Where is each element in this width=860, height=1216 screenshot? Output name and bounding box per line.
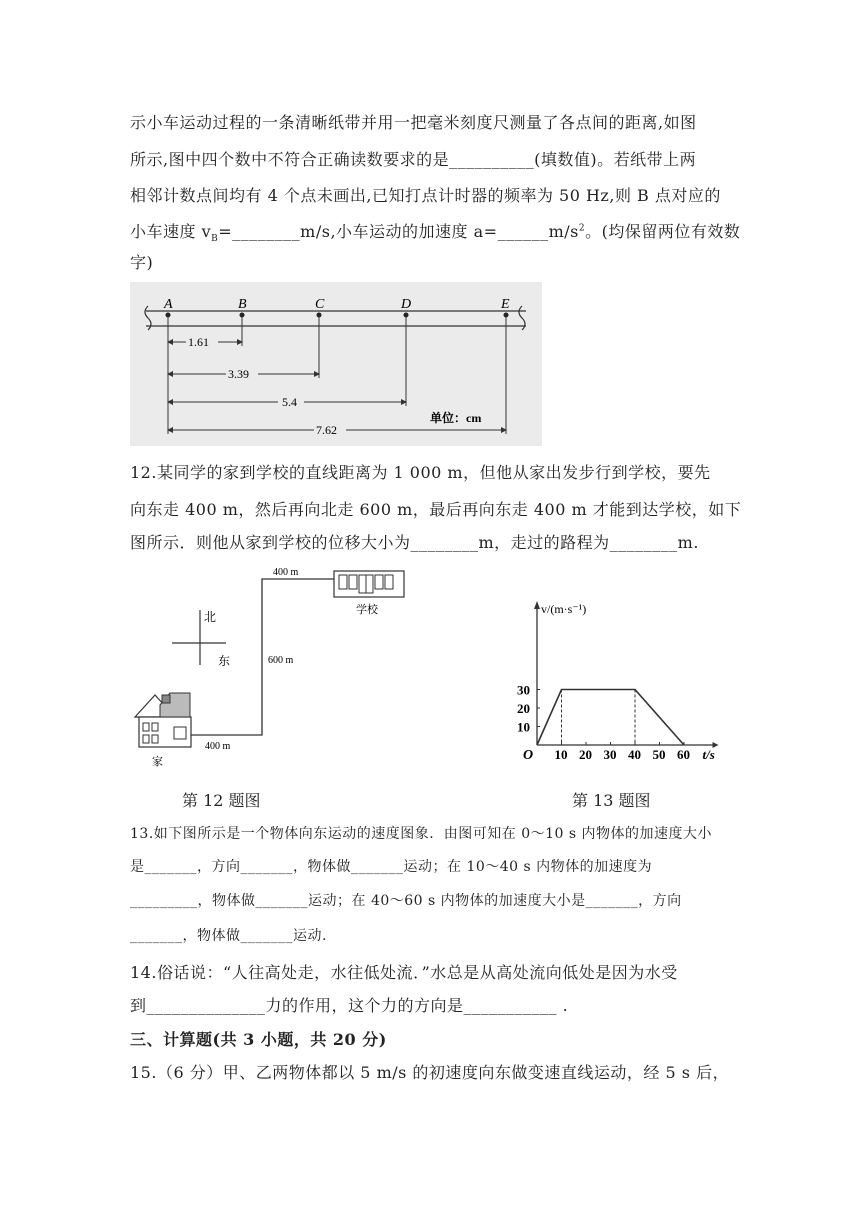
caption-fig12: 第 12 题图: [182, 791, 261, 810]
q14-line-1: 14.俗话说：“人往高处走，水往低处流．”水总是从高处流向低处是因为水受: [130, 963, 678, 982]
dist-ae: 7.62: [316, 423, 337, 437]
east-label: 东: [218, 654, 231, 668]
q15-line-1: 15.（6 分）甲、乙两物体都以 5 m/s 的初速度向东做变速直线运动，经 5 s 后，: [130, 1063, 730, 1082]
top-seg-label: 400 m: [273, 567, 299, 578]
q11-line-2: 所示,图中四个数中不符合正确读数要求的是__________(填数值)。若纸带上两: [130, 150, 697, 169]
q14-line-2: 到______________力的作用，这个力的方向是___________ .: [130, 996, 569, 1015]
x-tick-label: 20: [579, 747, 592, 760]
q11-sup-2: 2: [578, 223, 586, 234]
q13-line-1: 13.如下图所示是一个物体向东运动的速度图象．由图可知在 0～10 s 内物体的加速度大小: [130, 826, 713, 842]
unit-label: 单位：cm: [430, 411, 482, 425]
compass-icon: [172, 610, 230, 668]
x-tick-label: 60: [677, 747, 690, 760]
school-icon: [334, 571, 404, 597]
q11-line-4b: =________m/s,小车运动的加速度 a=______m/s: [218, 222, 579, 241]
bottom-seg-label: 400 m: [205, 741, 231, 752]
x-tick-label: 10: [554, 747, 568, 760]
section-heading: 三、计算题(共 3 小题，共 20 分): [130, 1030, 387, 1049]
label-a: A: [164, 297, 173, 312]
house-icon: [135, 693, 191, 747]
vertical-seg-label: 600 m: [268, 655, 294, 666]
q11-line-4: [130, 219, 740, 244]
route-path: [190, 579, 334, 735]
x-tick-label: 30: [603, 747, 617, 760]
q13-line-2: 是_______，方向_______，物体做_______运动；在 10～40 s 内物体的加速度为: [130, 859, 653, 875]
label-d: D: [401, 297, 412, 312]
dist-ab: 1.61: [188, 335, 209, 349]
caption-fig13: 第 13 题图: [572, 791, 651, 810]
y-axis-label: v/(m·s⁻¹): [541, 602, 587, 616]
home-label: 家: [152, 756, 163, 768]
q11-line-3: 相邻计数点间均有 4 个点未画出,已知打点计时器的频率为 50 Hz,则 B 点对应的: [130, 186, 721, 205]
dist-ad: 5.4: [282, 395, 297, 409]
q11-sub-b: B: [211, 234, 219, 245]
y-tick-label: 10: [517, 719, 530, 735]
paper-tape-figure: [130, 282, 542, 446]
q13-line-4: _______，物体做_______运动.: [130, 928, 327, 944]
q11-line-4a: 小车速度 v: [130, 222, 212, 241]
q12-line-1: 12.某同学的家到学校的直线距离为 1 000 m，但他从家出发步行到学校，要先: [130, 463, 711, 482]
q11-line-5: 字): [130, 253, 154, 272]
q11-line-4c: 。(均保留两位有效数: [585, 222, 741, 241]
q12-line-2: 向东走 400 m，然后再向北走 600 m，最后再向东走 400 m 才能到达学校，如下: [130, 500, 742, 519]
y-axis-arrow: [534, 601, 540, 609]
x-tick-label: 50: [652, 747, 666, 760]
x-tick-label: 40: [628, 747, 641, 760]
origin-label: O: [523, 748, 534, 760]
velocity-series-line: [537, 690, 684, 746]
route-map-figure: [130, 565, 420, 775]
velocity-time-chart: [505, 595, 720, 760]
school-label: 学校: [356, 604, 378, 616]
y-tick-label: 30: [517, 682, 530, 698]
q12-line-3: 图所示．则他从家到学校的位移大小为________m，走过的路程为________m.: [130, 533, 699, 552]
label-e: E: [501, 297, 510, 312]
label-c: C: [315, 297, 325, 312]
q11-line-1: 示小车运动过程的一条清晰纸带并用一把毫米刻度尺测量了各点间的距离,如图: [130, 113, 697, 132]
dist-ac: 3.39: [228, 367, 249, 381]
label-b: B: [238, 297, 247, 312]
y-tick-label: 20: [517, 701, 530, 716]
q13-line-3: _________，物体做_______运动；在 40～60 s 内物体的加速度大小是_______，方向: [130, 893, 682, 909]
north-label: 北: [204, 610, 217, 624]
x-axis-label: t/s: [702, 747, 715, 760]
